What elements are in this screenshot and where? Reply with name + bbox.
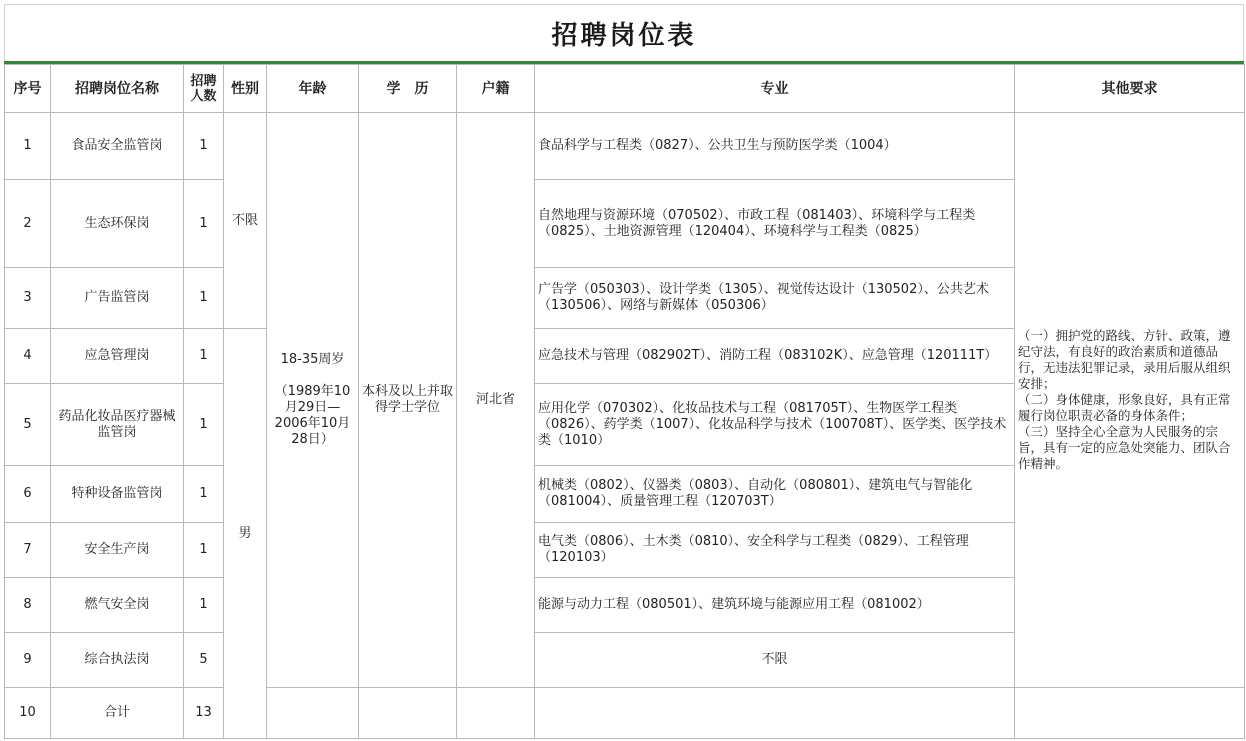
row-major: 食品科学与工程类（0827）、公共卫生与预防医学类（1004）: [535, 113, 1015, 180]
row-count: 1: [184, 113, 224, 180]
row-post: 广告监管岗: [51, 268, 184, 329]
other-requirements-cell: [1015, 113, 1245, 688]
row-seq: 2: [5, 180, 51, 268]
row-count: 1: [184, 329, 224, 384]
row-count: 1: [184, 523, 224, 578]
row-post: 生态环保岗: [51, 180, 184, 268]
header-major: 专业: [535, 65, 1015, 113]
total-gender-empty: [267, 688, 359, 739]
row-major: 应急技术与管理（082902T）、消防工程（083102K）、应急管理（120111T）: [535, 329, 1015, 384]
header-row: [5, 65, 1245, 113]
row-seq: 8: [5, 578, 51, 633]
row-count: 1: [184, 268, 224, 329]
row-major: 广告学（050303）、设计学类（1305）、视觉传达设计（130502）、公共艺术（130506）、网络与新媒体（050306）: [535, 268, 1015, 329]
row-major: 电气类（0806）、土木类（0810）、安全科学与工程类（0829）、工程管理（120103）: [535, 523, 1015, 578]
header-age: 年龄: [267, 65, 359, 113]
row-seq: 3: [5, 268, 51, 329]
title-bar: [4, 4, 1244, 61]
row-seq: 9: [5, 633, 51, 688]
total-age-empty: [359, 688, 457, 739]
header-seq: 序号: [5, 65, 51, 113]
total-major-empty: [1015, 688, 1245, 739]
row-count: 1: [184, 578, 224, 633]
row-major: 不限: [535, 633, 1015, 688]
row-post: 食品安全监管岗: [51, 113, 184, 180]
row-post: 燃气安全岗: [51, 578, 184, 633]
requirement-3: （三）坚持全心全意为人民服务的宗旨，具有一定的应急处突能力、团队合作精神。: [1018, 424, 1231, 471]
row-post: 药品化妆品医疗器械监管岗: [51, 384, 184, 466]
row-post: 特种设备监管岗: [51, 466, 184, 523]
table-row: [5, 113, 1245, 180]
household-cell: 河北省: [457, 113, 535, 688]
row-seq: 4: [5, 329, 51, 384]
row-major: 自然地理与资源环境（070502）、市政工程（081403）、环境科学与工程类（0825）、土地资源管理（120404）、环境科学与工程类（0825）: [535, 180, 1015, 268]
row-major: 应用化学（070302）、化妆品技术与工程（081705T）、生物医学工程类（0826）、药学类（1007）、化妆品科学与技术（100708T）、医学类、医学技术类（1010）: [535, 384, 1015, 466]
total-household-empty: [535, 688, 1015, 739]
row-seq: 7: [5, 523, 51, 578]
total-row: [5, 688, 1245, 739]
row-count: 1: [184, 466, 224, 523]
total-label: 合计: [51, 688, 184, 739]
total-count: 13: [184, 688, 224, 739]
row-count: 1: [184, 180, 224, 268]
row-major: 机械类（0802）、仪器类（0803）、自动化（080801）、建筑电气与智能化（081004）、质量管理工程（120703T）: [535, 466, 1015, 523]
gender-cell-unlimited: 不限: [224, 113, 267, 329]
recruitment-sheet: [4, 4, 1244, 734]
header-other: 其他要求: [1015, 65, 1245, 113]
row-post: 综合执法岗: [51, 633, 184, 688]
gender-cell-male: 男: [224, 329, 267, 739]
header-gender: 性别: [224, 65, 267, 113]
row-count: 5: [184, 633, 224, 688]
row-post: 安全生产岗: [51, 523, 184, 578]
recruitment-table: [4, 64, 1245, 739]
header-household: 户籍: [457, 65, 535, 113]
row-seq: 5: [5, 384, 51, 466]
requirement-2: （二）身体健康，形象良好，具有正常履行岗位职责必备的身体条件；: [1018, 392, 1231, 423]
total-seq: 10: [5, 688, 51, 739]
header-education: 学 历: [359, 65, 457, 113]
requirement-1: （一）拥护党的路线、方针、政策，遵纪守法，有良好的政治素质和道德品行，无违法犯罪记录，录用后服从组织安排；: [1018, 328, 1231, 391]
total-education-empty: [457, 688, 535, 739]
row-major: 能源与动力工程（080501）、建筑环境与能源应用工程（081002）: [535, 578, 1015, 633]
age-cell: [267, 113, 359, 688]
page-title: 招聘岗位表: [551, 20, 697, 51]
row-seq: 6: [5, 466, 51, 523]
row-count: 1: [184, 384, 224, 466]
education-cell: 本科及以上并取得学士学位: [359, 113, 457, 688]
header-count-line1: 招聘: [190, 73, 217, 89]
row-seq: 1: [5, 113, 51, 180]
header-count-line2: 人数: [190, 88, 217, 104]
header-count: [184, 65, 224, 113]
age-dates: （1989年10月29日—2006年10月28日）: [274, 384, 351, 447]
header-post: 招聘岗位名称: [51, 65, 184, 113]
row-post: 应急管理岗: [51, 329, 184, 384]
age-range: 18-35周岁: [280, 352, 345, 367]
